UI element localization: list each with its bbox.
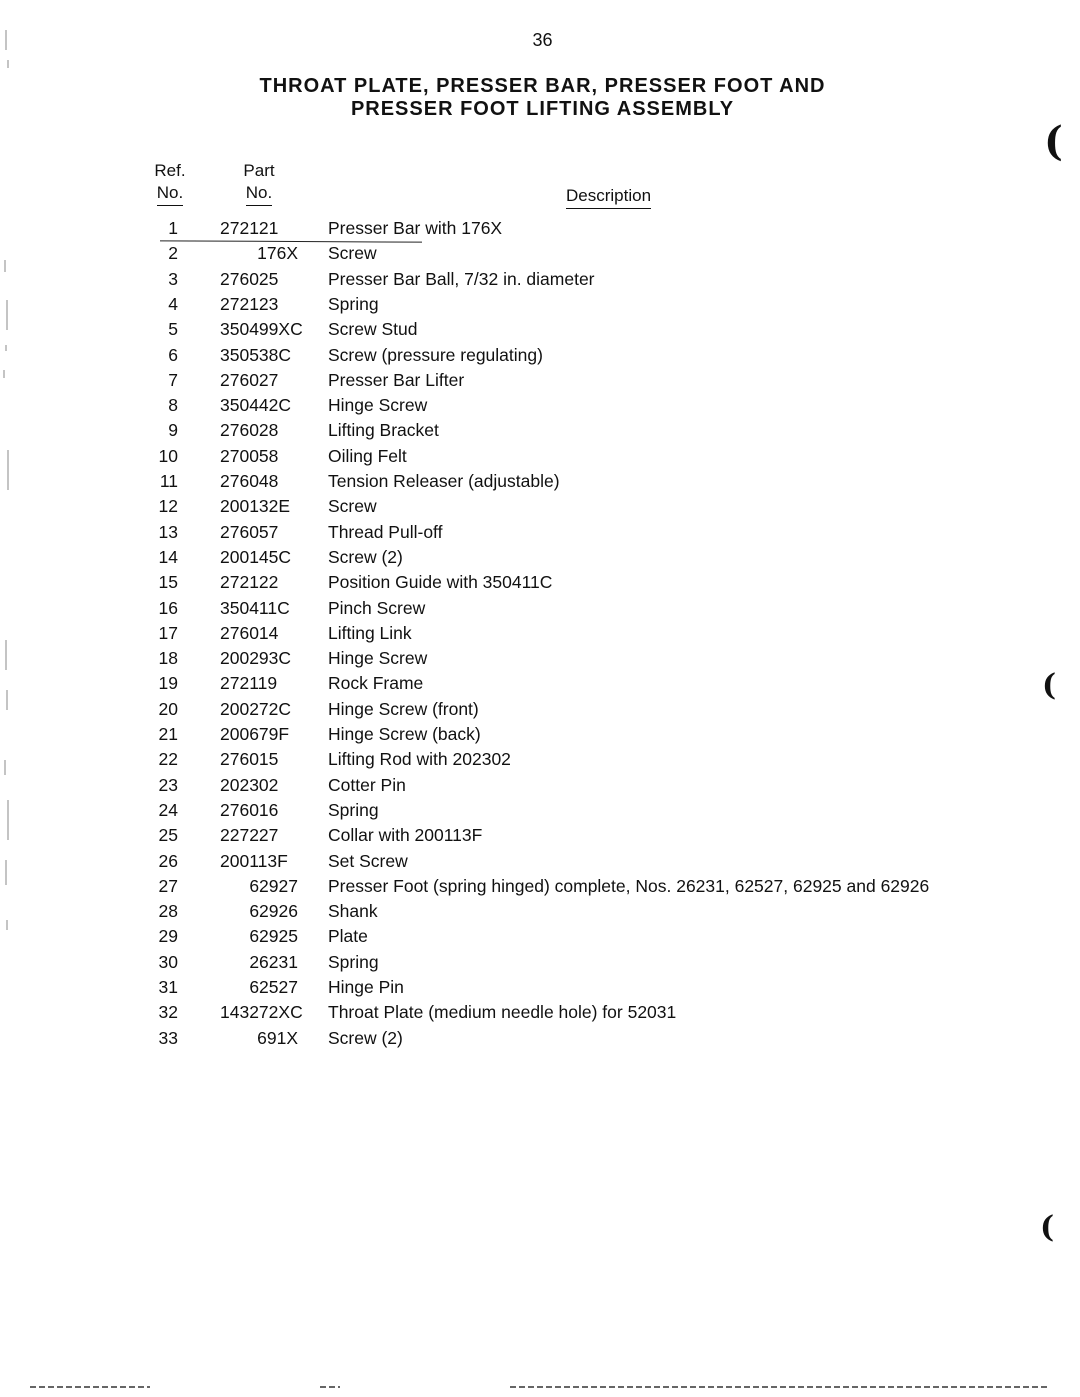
part-header-line-2: No. (246, 182, 272, 206)
part-number: 276057 (220, 521, 279, 542)
part-number: 276048 (220, 471, 279, 491)
part-number: 276028 (220, 420, 279, 441)
left-edge-scan-marks (0, 0, 16, 1397)
part-description: Screw (pressure regulating) (328, 344, 543, 365)
part-number: 200679F (220, 724, 290, 744)
part-description: Thread Pull-off (328, 521, 443, 542)
ref-number: 4 (168, 293, 178, 314)
part-number: 62927 (249, 875, 298, 896)
part-description: Screw (328, 496, 377, 517)
part-number: 62926 (249, 901, 298, 922)
part-number: 200272C (220, 698, 292, 719)
part-description: Lifting Bracket (328, 420, 439, 441)
part-number: 202302 (220, 774, 279, 795)
ref-number: 25 (158, 825, 178, 846)
ref-number: 18 (158, 648, 178, 669)
part-description: Screw (328, 243, 377, 264)
title-line-1: THROAT PLATE, PRESSER BAR, PRESSER FOOT AND (259, 75, 826, 97)
part-header-line-1: Part (243, 161, 275, 180)
part-number: 62925 (249, 926, 298, 947)
part-description: Presser Bar Lifter (328, 369, 465, 390)
binding-hole-mark-top: ( (1044, 118, 1063, 165)
ref-header-line-2: No. (157, 182, 183, 206)
part-description: Collar with 200113F (328, 825, 483, 846)
part-number: 200132E (220, 496, 291, 517)
ref-number: 19 (158, 673, 178, 694)
part-description: Cotter Pin (328, 774, 406, 795)
part-description: Plate (328, 926, 368, 947)
page-title (0, 75, 1080, 121)
ref-number: 17 (158, 622, 178, 643)
part-description: Hinge Screw (back) (328, 724, 481, 744)
part-description: Lifting Rod with 202302 (328, 749, 511, 770)
ref-number: 14 (158, 546, 178, 567)
part-number: 176X (257, 243, 298, 264)
part-description: Screw (2) (328, 1027, 403, 1048)
part-description: Hinge Pin (328, 977, 404, 997)
part-description: Screw (2) (328, 546, 403, 567)
part-number: 350411C (220, 597, 290, 618)
part-description: Spring (328, 799, 379, 820)
part-description: Hinge Screw (328, 648, 428, 669)
part-no-header (236, 160, 282, 206)
part-number: 143272XC (220, 1002, 303, 1023)
ref-number: 22 (158, 749, 178, 770)
part-description: Oiling Felt (328, 445, 407, 466)
ref-number: 24 (158, 799, 178, 820)
part-number: 272122 (220, 572, 279, 593)
page-number: 36 (532, 30, 553, 50)
part-number: 276014 (220, 622, 279, 643)
part-description: Shank (328, 901, 378, 922)
part-number: 276015 (220, 749, 279, 770)
ref-number: 13 (158, 521, 178, 542)
ref-number: 26 (158, 850, 178, 871)
part-number: 200145C (220, 546, 292, 567)
part-number: 350538C (220, 344, 292, 365)
part-description: Presser Bar Ball, 7/32 in. diameter (328, 268, 595, 289)
part-description: Presser Bar with 176X (328, 218, 503, 238)
ref-number: 21 (158, 724, 178, 744)
part-number: 26231 (249, 951, 298, 972)
ref-number: 7 (168, 369, 178, 390)
ref-number: 1 (168, 218, 178, 238)
part-number: 276027 (220, 369, 279, 390)
bottom-scan-line (30, 1385, 1050, 1388)
ref-number: 30 (158, 951, 178, 972)
ref-number: 27 (158, 875, 178, 896)
part-description: Tension Releaser (adjustable) (328, 471, 560, 491)
ref-number: 16 (158, 597, 178, 618)
part-description: Throat Plate (medium needle hole) for 52031 (328, 1002, 677, 1023)
part-description: Position Guide with 350411C (328, 572, 553, 593)
ref-number: 23 (158, 774, 178, 795)
ref-number: 29 (158, 926, 178, 947)
part-number: 272121 (220, 218, 279, 238)
part-number: 276016 (220, 799, 279, 820)
part-number: 200113F (220, 850, 288, 871)
part-description: Hinge Screw (front) (328, 698, 479, 719)
part-description: Pinch Screw (328, 597, 426, 618)
ref-number: 3 (168, 268, 178, 289)
part-description: Presser Foot (spring hinged) complete, Nos. 26231, 62527, 62925 and 62926 (328, 875, 930, 896)
ref-number: 12 (158, 496, 178, 517)
part-description: Screw Stud (328, 319, 418, 340)
ref-number: 8 (168, 395, 178, 416)
description-header (566, 185, 651, 209)
ref-number: 15 (158, 572, 178, 593)
part-number: 350442C (220, 395, 292, 416)
ref-number: 33 (158, 1027, 178, 1048)
part-description: Spring (328, 293, 379, 314)
part-number: 200293C (220, 648, 292, 669)
part-number: 272119 (220, 673, 278, 694)
ref-number: 9 (168, 420, 178, 441)
ref-number: 6 (168, 344, 178, 365)
title-line-2: PRESSER FOOT LIFTING ASSEMBLY (350, 98, 735, 120)
ref-number: 2 (168, 243, 178, 264)
ref-number: 10 (158, 445, 178, 466)
ref-number: 31 (158, 977, 178, 997)
ref-number: 11 (159, 471, 178, 491)
part-description: Set Screw (328, 850, 408, 871)
part-description: Hinge Screw (328, 395, 428, 416)
ref-number: 5 (168, 319, 178, 340)
ref-number: 28 (158, 901, 178, 922)
part-description: Spring (328, 951, 379, 972)
part-number: 270058 (220, 445, 279, 466)
part-number: 691X (257, 1027, 298, 1048)
ref-number: 20 (158, 698, 178, 719)
part-description: Lifting Link (328, 622, 412, 643)
part-number: 62527 (249, 977, 298, 997)
part-number: 272123 (220, 293, 279, 314)
description-header-label: Description (566, 185, 651, 209)
ref-no-header (150, 160, 190, 206)
part-number: 350499XC (220, 319, 303, 340)
part-number: 276025 (220, 268, 279, 289)
ref-number: 32 (158, 1002, 178, 1023)
part-description: Rock Frame (328, 673, 424, 694)
part-number: 227227 (220, 825, 279, 846)
binding-hole-mark-bottom: ( (1040, 1210, 1055, 1245)
binding-hole-mark-middle: ( (1042, 668, 1057, 703)
ref-header-line-1: Ref. (154, 161, 186, 180)
